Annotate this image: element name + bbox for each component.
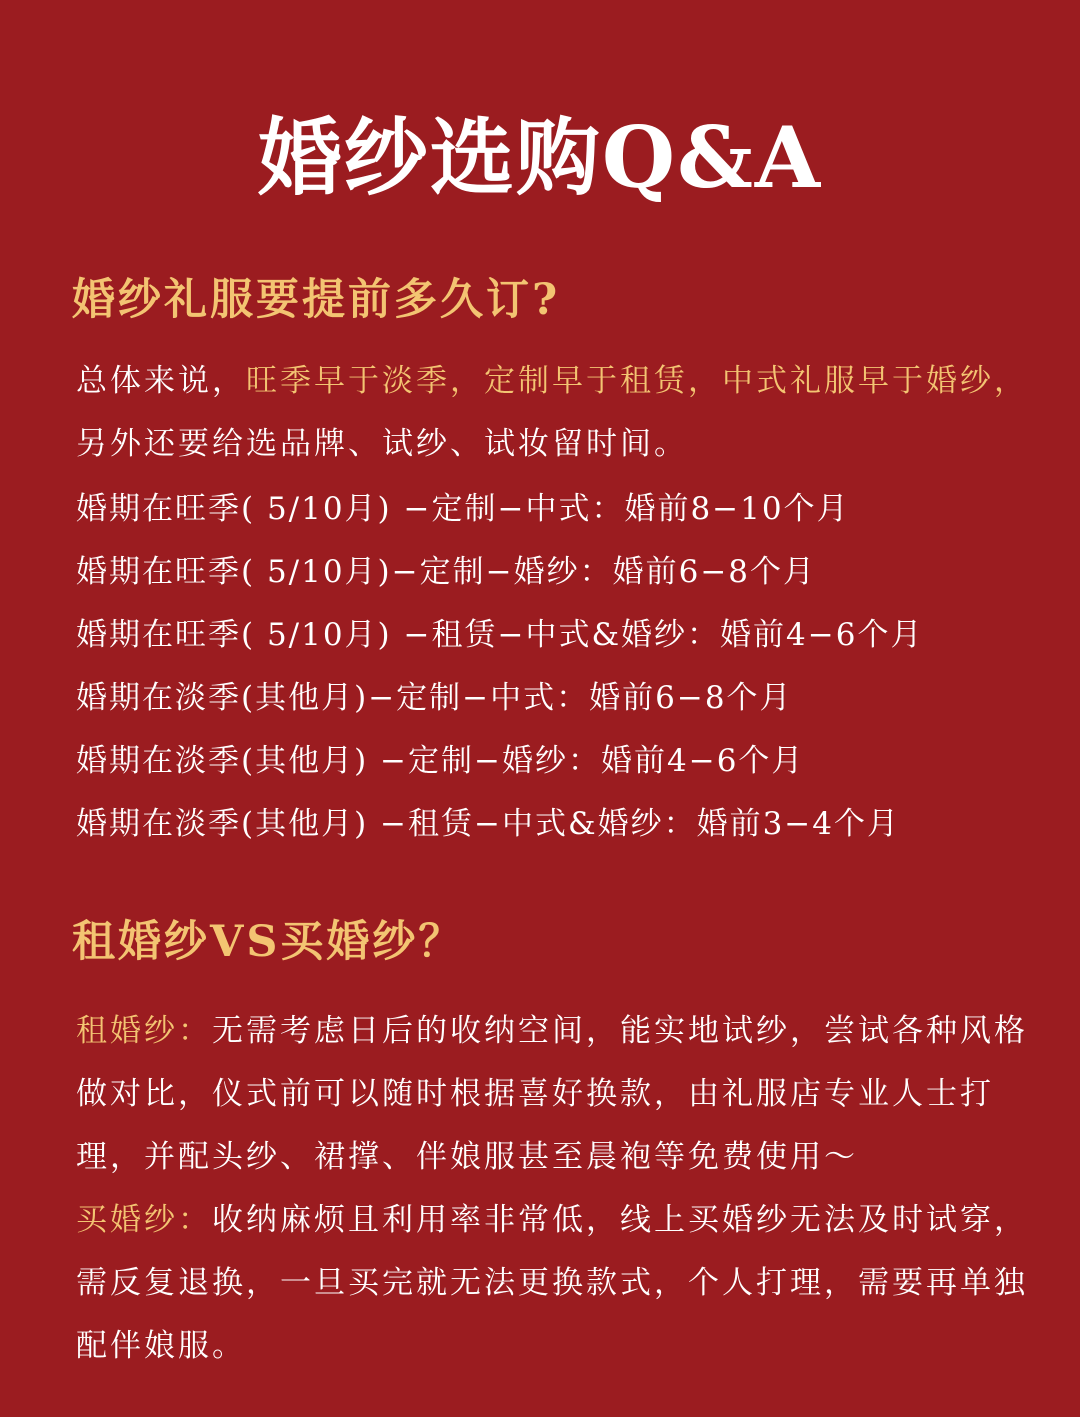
schedule-item: 婚期在淡季(其他月) −定制−婚纱：婚前4−6个月: [76, 743, 805, 779]
page-title: 婚纱选购Q&A: [257, 108, 823, 207]
schedule-item: 婚期在旺季( 5/10月)−定制−婚纱：婚前6−8个月: [76, 554, 817, 590]
intro-lead: 总体来说，: [76, 363, 246, 399]
schedule-list: [76, 478, 1036, 856]
intro-rest: 另外还要给选品牌、试纱、试妆留时间。: [76, 426, 688, 462]
schedule-item: 婚期在淡季(其他月) −租赁−中式&婚纱：婚前3−4个月: [76, 806, 901, 842]
schedule-item: 婚期在淡季(其他月)−定制−中式：婚前6−8个月: [76, 680, 793, 716]
schedule-item: 婚期在旺季( 5/10月) −定制−中式：婚前8−10个月: [76, 491, 850, 527]
schedule-item: 婚期在旺季( 5/10月) −租赁−中式&婚纱：婚前4−6个月: [76, 617, 924, 653]
rent-vs-buy-paragraph: [76, 1000, 1036, 1378]
rent-label: 租婚纱：: [76, 1013, 212, 1049]
section-heading-when-to-order: 婚纱礼服要提前多久订?: [72, 275, 561, 325]
section-heading-rent-vs-buy: 租婚纱VS买婚纱？: [72, 917, 465, 967]
buy-text: 收纳麻烦且利用率非常低，线上买婚纱无法及时试穿，需反复退换，一旦买完就无法更换款式，个人打理，需要再单独配伴娘服。: [76, 1202, 1028, 1364]
intro-highlight: 旺季早于淡季，定制早于租赁，中式礼服早于婚纱，: [246, 363, 1028, 399]
intro-paragraph: [76, 350, 1036, 476]
buy-label: 买婚纱：: [76, 1202, 212, 1238]
rent-text: 无需考虑日后的收纳空间，能实地试纱，尝试各种风格做对比，仪式前可以随时根据喜好换款，由礼服店专业人士打理，并配头纱、裙撑、伴娘服甚至晨袍等免费使用～: [76, 1013, 1028, 1175]
